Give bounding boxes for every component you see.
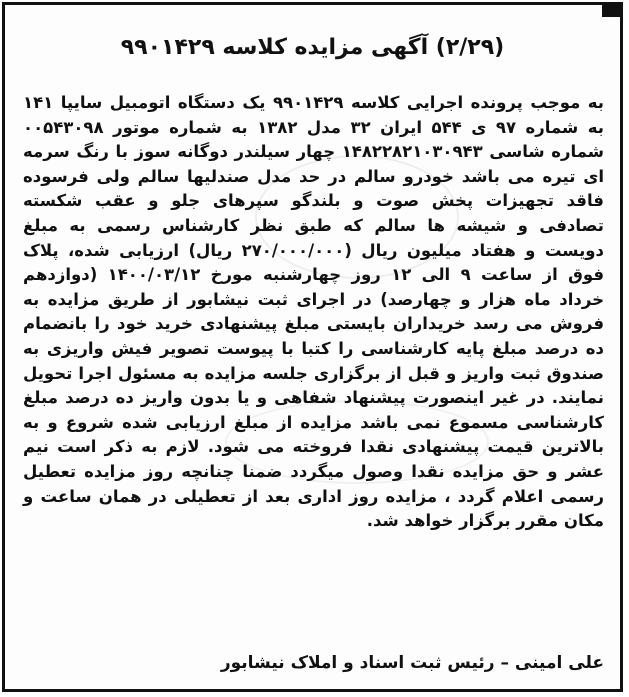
notice-title: (۲/۲۹) آگهی مزایده کلاسه ۹۹۰۱۴۲۹ <box>120 35 505 60</box>
notice-frame <box>2 2 623 692</box>
notice-signature: علی امینی – رئیس ثبت اسناد و املاک نیشابور <box>220 653 604 673</box>
notice-body: به موجب پرونده اجرایی کلاسه ۹۹۰۱۴۲۹ یک دستگاه اتومبیل سایپا ۱۴۱ به شماره ۹۷ ی ۵۴۴ ایران ۳۲ مدل ۱۳۸۲ به شماره موتور ۰۰۵۴۳۰۹۸ شماره شاسی ۱۴۸۲۲۸۲۱۰۳۰۹۴۳ چهار سیلندر دوگانه سوز با رنگ سرمه ای تیره می باشد خودرو سالم در حد مدل صندلیها سالم ولی فرسوده فاقد تجهیزات پخش صوت و بلندگو سپرهای جلو و عقب شکسته تصادفی و شیشه ها سالم که طبق نظر کارشناس رسمی به مبلغ دویست و هفتاد میلیون ریال (۲۷۰/۰۰۰/۰۰۰ ریال) ارزیابی شده، پلاک فوق از ساعت ۹ الی ۱۲ روز چهارشنبه مورخ ۱۴۰۰/۰۳/۱۲ (دوازدهم خرداد ماه هزار و چهارصد) در اجرای ثبت نیشابور از طریق مزایده به فروش می رسد خریداران بایستی مبلغ پیشنهادی خرید خود را بانضمام ده درصد مبلغ پایه کارشناسی را کتبا با پیوست تصویر فیش واریزی به صندوق ثبت واریز و قبل از برگزاری جلسه مزایده به مسئول اجرا تحویل نمایند. در غیر اینصورت پیشنهاد شفاهی و یا بدون واریز ده درصد مبلغ کارشناسی مسموع نمی باشد مزایده از مبلغ ارزیابی شده شروع و به بالاترین قیمت پیشنهادی نقدا فروخته می شود. لازم به ذکر است نیم عشر و حق مزایده نقدا وصول میگردد ضمنا چنانچه روز مزایده تعطیل رسمی اعلام گردد ، مزایده روز اداری بعد از تعطیلی در همان ساعت و مکان مقرر برگزار خواهد شد. <box>23 93 605 531</box>
corner-mark <box>602 3 622 17</box>
